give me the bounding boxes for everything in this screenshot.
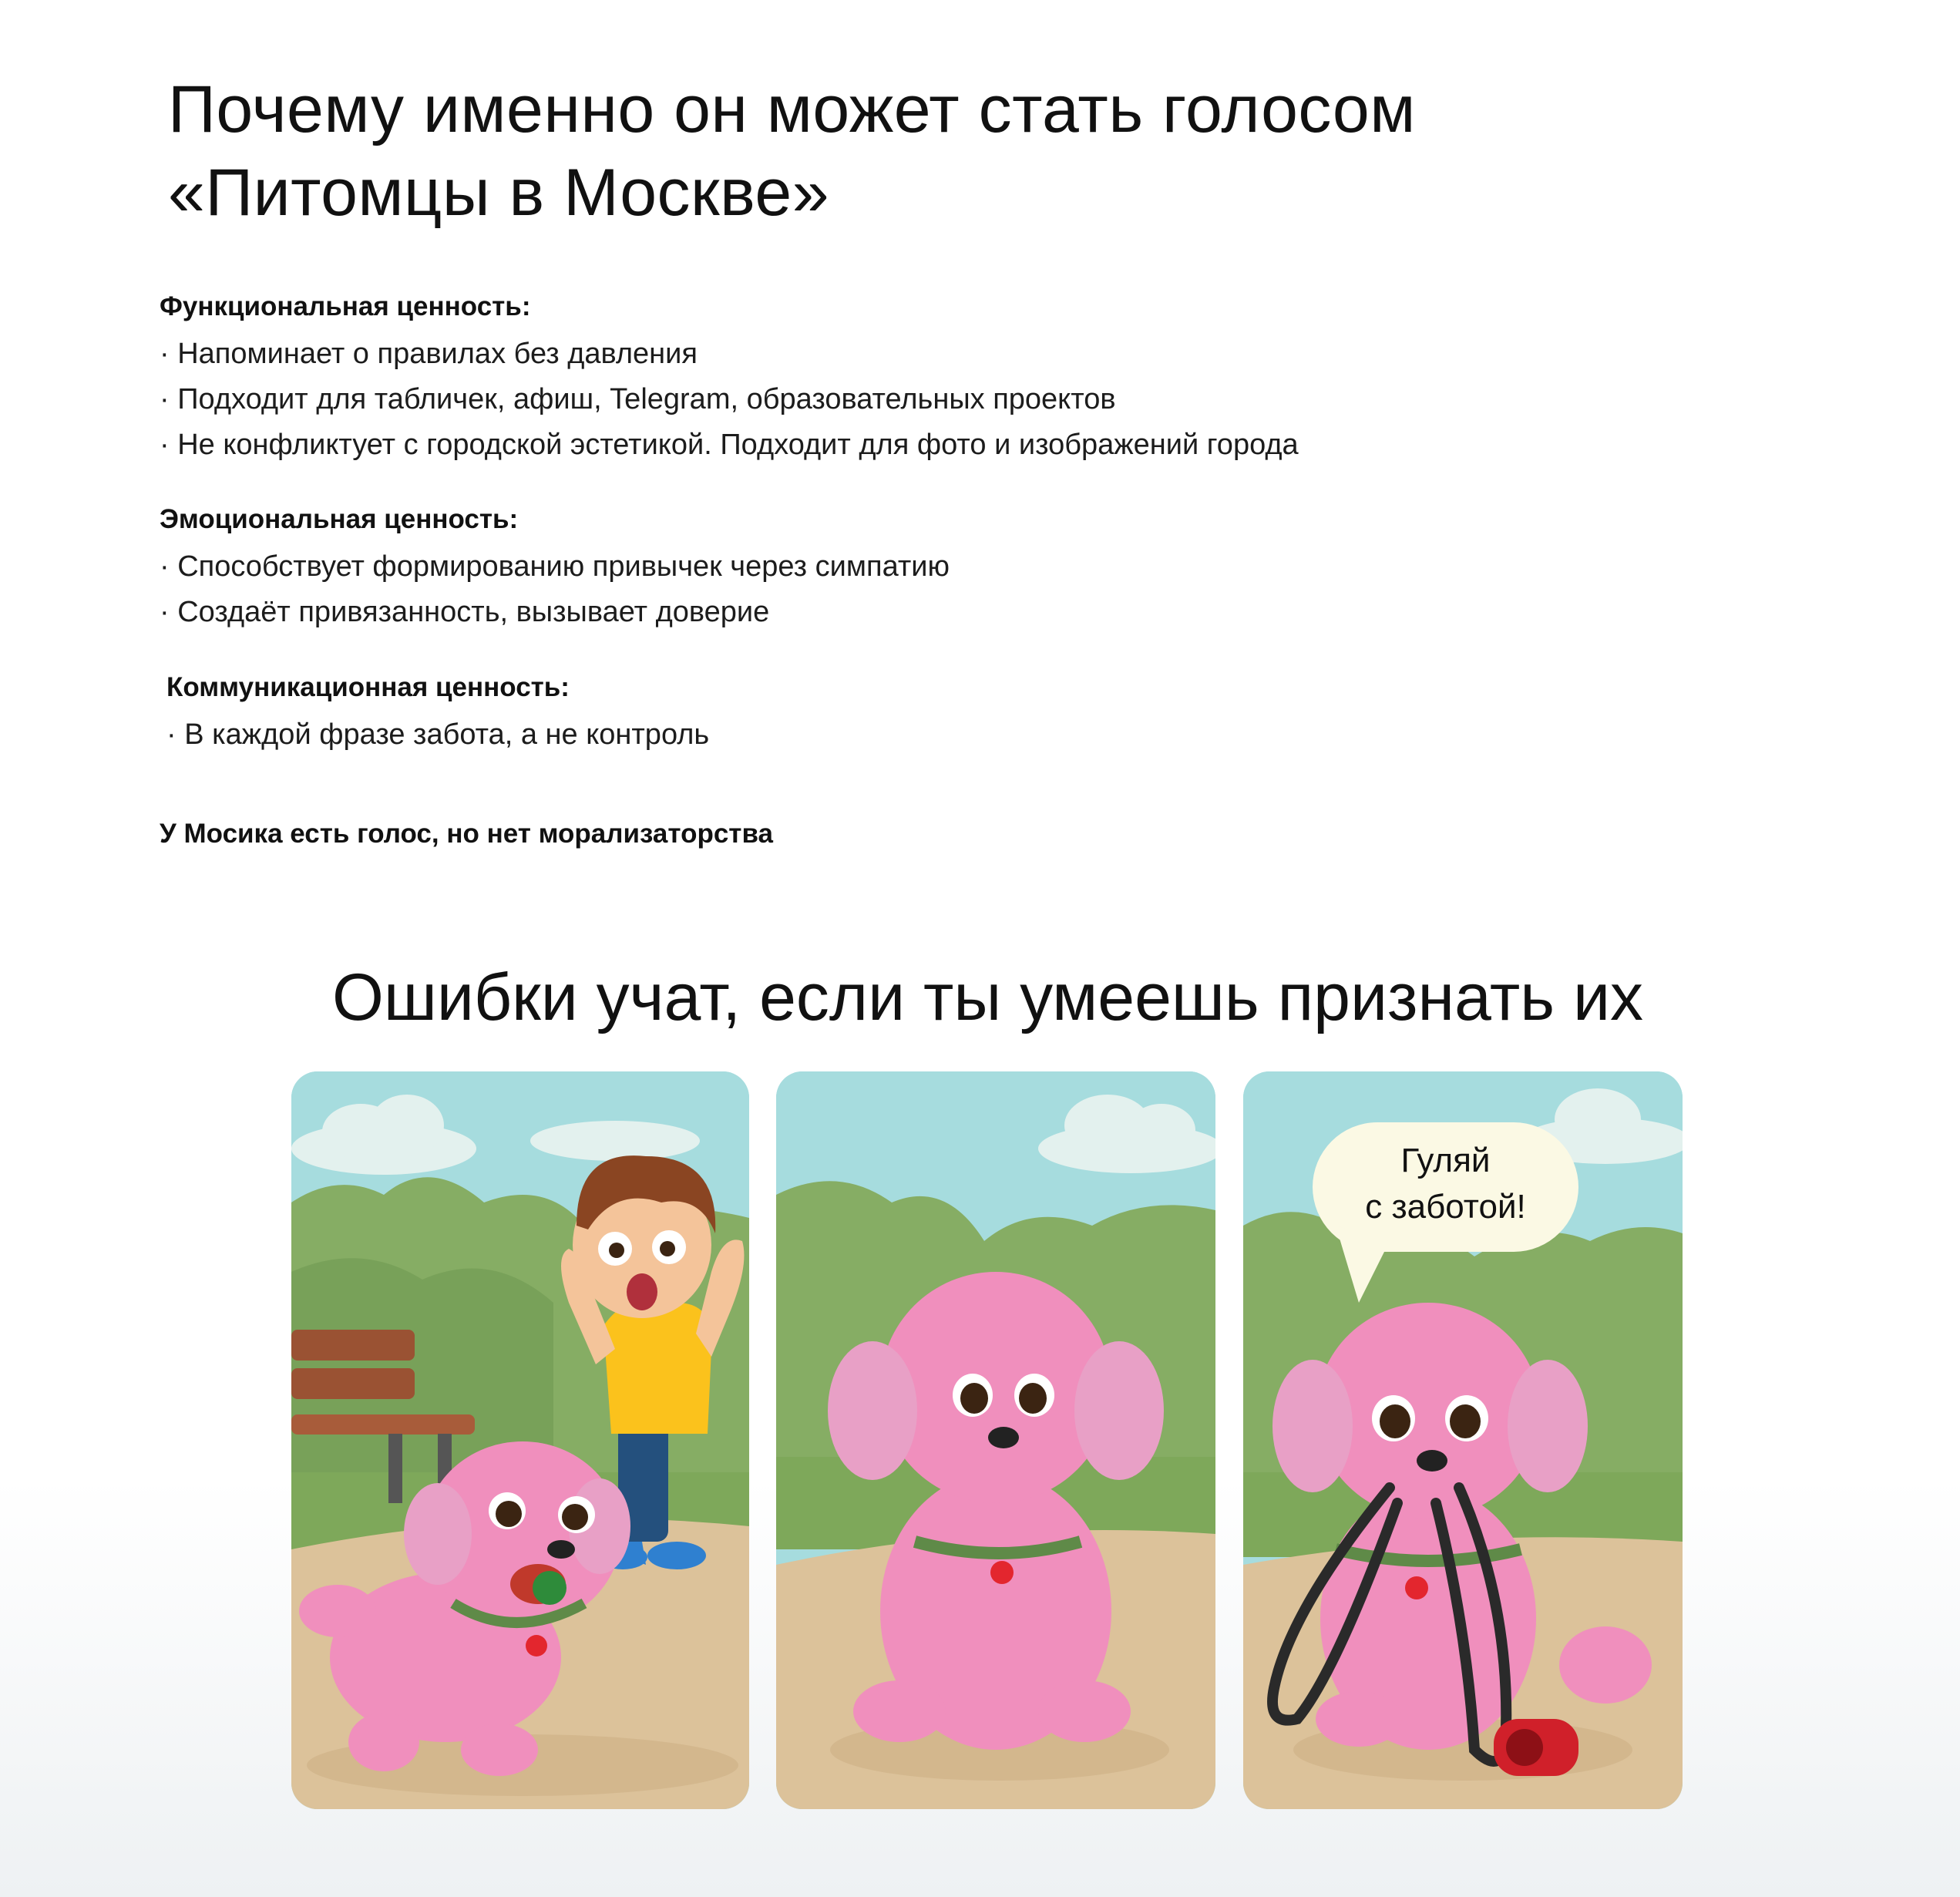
- leash-handle-icon: [1494, 1719, 1578, 1776]
- emotional-value-list: [160, 544, 950, 635]
- emotional-value-heading: Эмоциональная ценность:: [160, 504, 519, 534]
- comic-panel-1: [291, 1071, 749, 1809]
- panel-2-illustration: [776, 1071, 1215, 1809]
- speech-bubble-text: [1313, 1138, 1578, 1230]
- page-title-line-2: «Питомцы в Москве»: [168, 156, 830, 230]
- communication-value-heading: Коммуникационная ценность:: [166, 672, 570, 702]
- list-item: · Не конфликтует с городской эстетикой. Подходит для фото и изображений города: [160, 422, 1299, 468]
- emotional-value-section: [160, 499, 950, 635]
- page-title: [168, 68, 1416, 234]
- speech-bubble-line-1: Гуляй: [1400, 1142, 1491, 1179]
- list-item: · Подходит для табличек, афиш, Telegram, образовательных проектов: [160, 377, 1299, 422]
- page-title-line-1: Почему именно он может стать голосом: [168, 72, 1416, 146]
- communication-value-list: [166, 712, 709, 758]
- tagline: У Мосика есть голос, но нет морализаторства: [160, 819, 773, 849]
- speech-bubble: [1313, 1122, 1578, 1252]
- list-item: · В каждой фразе забота, а не контроль: [166, 712, 709, 758]
- comic-title: Ошибки учат, если ты умеешь признать их: [331, 960, 1644, 1034]
- functional-value-section: [160, 287, 1299, 468]
- functional-value-heading: Функциональная ценность:: [160, 291, 531, 321]
- comic-panel-2: [776, 1071, 1215, 1809]
- speech-bubble-line-2: с заботой!: [1365, 1188, 1526, 1226]
- functional-value-list: [160, 331, 1299, 468]
- comic-panel-3: [1243, 1071, 1683, 1809]
- communication-value-section: [166, 668, 709, 758]
- panel-1-illustration: [291, 1071, 749, 1809]
- list-item: · Способствует формированию привычек через симпатию: [160, 544, 950, 590]
- list-item: · Напоминает о правилах без давления: [160, 331, 1299, 377]
- list-item: · Создаёт привязанность, вызывает доверие: [160, 590, 950, 635]
